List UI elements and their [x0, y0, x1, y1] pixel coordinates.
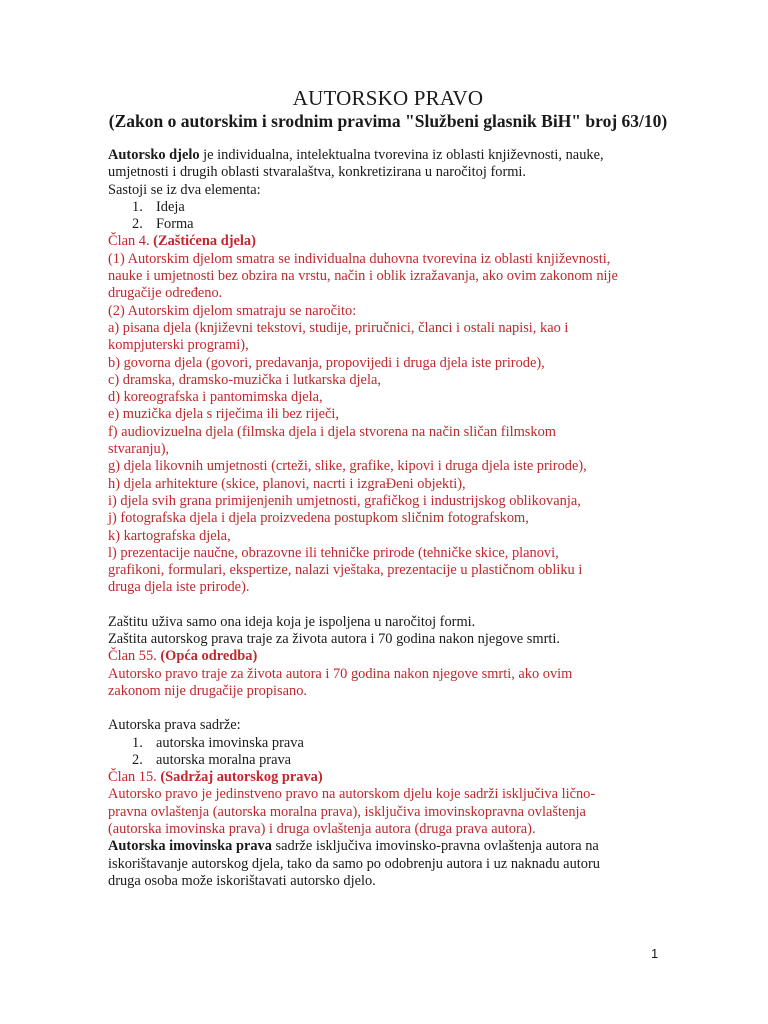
text-line: grafikoni, formulari, ekspertize, nalazi vještaka, prezentacije u plastičnom obliku i — [108, 562, 583, 579]
spacer — [108, 700, 668, 717]
text-line: g) djela likovnih umjetnosti (crteži, slike, grafike, kipovi i druga djela iste prirode), — [108, 458, 587, 475]
text-line: stvaranju), — [108, 441, 170, 458]
list-item: 2. autorska moralna prava — [132, 751, 292, 768]
rights-list — [108, 735, 668, 770]
imovinska-line3: druga osoba može iskorištavati autorsko djelo. — [108, 872, 376, 889]
text-line: kompjuterski programi), — [108, 337, 249, 354]
text-line: druga djela iste prirode). — [108, 579, 250, 596]
text-line: l) prezentacije naučne, obrazovne ili tehničke prirode (tehničke skice, planovi, — [108, 544, 559, 561]
intro-definition — [108, 147, 668, 164]
text-line: k) kartografska djela, — [108, 527, 231, 544]
text-line: b) govorna djela (govori, predavanja, propovijedi i druga djela iste prirode), — [108, 354, 545, 371]
text-line: c) dramska, dramsko-muzička i lutkarska djela, — [108, 371, 381, 388]
text-line: drugačije određeno. — [108, 285, 223, 302]
spacer — [108, 597, 668, 614]
rights-intro: Autorska prava sadrže: — [108, 717, 241, 734]
clan4-body — [108, 251, 668, 597]
list-item: 1. autorska imovinska prava — [132, 734, 304, 751]
document-subtitle: (Zakon o autorskim i srodnim pravima "Službeni glasnik BiH" broj 63/10) — [108, 111, 668, 131]
document-title: AUTORSKO PRAVO — [292, 86, 484, 110]
text-line: Autorsko pravo je jedinstveno pravo na autorskom djelu koje sadrži isključiva lično- — [108, 786, 596, 803]
protection-line: Zaštita autorskog prava traje za života autora i 70 godina nakon njegove smrti. — [108, 631, 560, 648]
elements-line: Sastoji se iz dva elementa: — [108, 181, 261, 198]
imovinska-term: Autorska imovinska prava — [108, 838, 272, 855]
imovinska-line1: Autorska imovinska prava sadrže isključiva imovinsko-pravna ovlaštenja autora na — [108, 838, 599, 855]
page-number: 1 — [651, 946, 659, 961]
text-line: h) djela arhitekture (skice, planovi, nacrti i izgraĐeni objekti), — [108, 475, 466, 492]
imovinska-line2: iskorištavanje autorskog djela, tako da samo po odobrenju autora i uz naknadu autoru — [108, 855, 600, 872]
text-line: e) muzička djela s riječima ili bez riječi, — [108, 406, 339, 423]
clan55-heading: Član 55. (Opća odredba) — [108, 648, 258, 665]
text-line: zakonom nije drugačije propisano. — [108, 682, 308, 699]
intro-def-line1: je individualna, intelektualna tvorevina iz oblasti književnosti, nauke, — [199, 147, 604, 163]
text-line: d) koreografska i pantomimska djela, — [108, 389, 323, 406]
clan15-heading: Član 15. (Sadržaj autorskog prava) — [108, 769, 323, 786]
text-line: i) djela svih grana primijenjenih umjetnosti, grafičkog i industrijskog oblikovanja, — [108, 492, 581, 509]
text-line: (1) Autorskim djelom smatra se individualna duhovna tvorevina iz oblasti književnosti, — [108, 250, 611, 267]
text-line: (autorska imovinska prava) i druga ovlaštenja autora (druga prava autora). — [108, 820, 536, 837]
text-line: j) fotografska djela i djela proizvedena postupkom sličnim fotografskom, — [108, 510, 529, 527]
text-line: f) audiovizuelna djela (filmska djela i djela stvorena na način sličan filmskom — [108, 423, 556, 440]
document-page — [108, 86, 668, 890]
elements-list — [108, 199, 668, 234]
text-line: (2) Autorskim djelom smatraju se naročito: — [108, 302, 357, 319]
text-line: pravna ovlaštenja (autorska moralna prava), isključiva imovinskopravna ovlaštenja — [108, 803, 586, 820]
intro-def-line2: umjetnosti i drugih oblasti stvaralaštva, konkretizirana u naročitoj formi. — [108, 164, 527, 181]
list-item: 1. Ideja — [132, 198, 185, 215]
list-item: 2. Forma — [132, 216, 194, 233]
clan4-heading: Član 4. (Zaštićena djela) — [108, 233, 256, 250]
text-line: nauke i umjetnosti bez obzira na vrstu, način i oblik izražavanja, ako ovim zakonom nije — [108, 268, 618, 285]
intro-term: Autorsko djelo — [108, 147, 200, 163]
text-line: Autorsko pravo traje za života autora i 70 godina nakon njegove smrti, ako ovim — [108, 665, 573, 682]
protection-line: Zaštitu uživa samo ona ideja koja je ispoljena u naročitoj formi. — [108, 613, 476, 630]
text-line: a) pisana djela (književni tekstovi, studije, priručnici, članci i ostali napisi, kao i — [108, 319, 569, 336]
